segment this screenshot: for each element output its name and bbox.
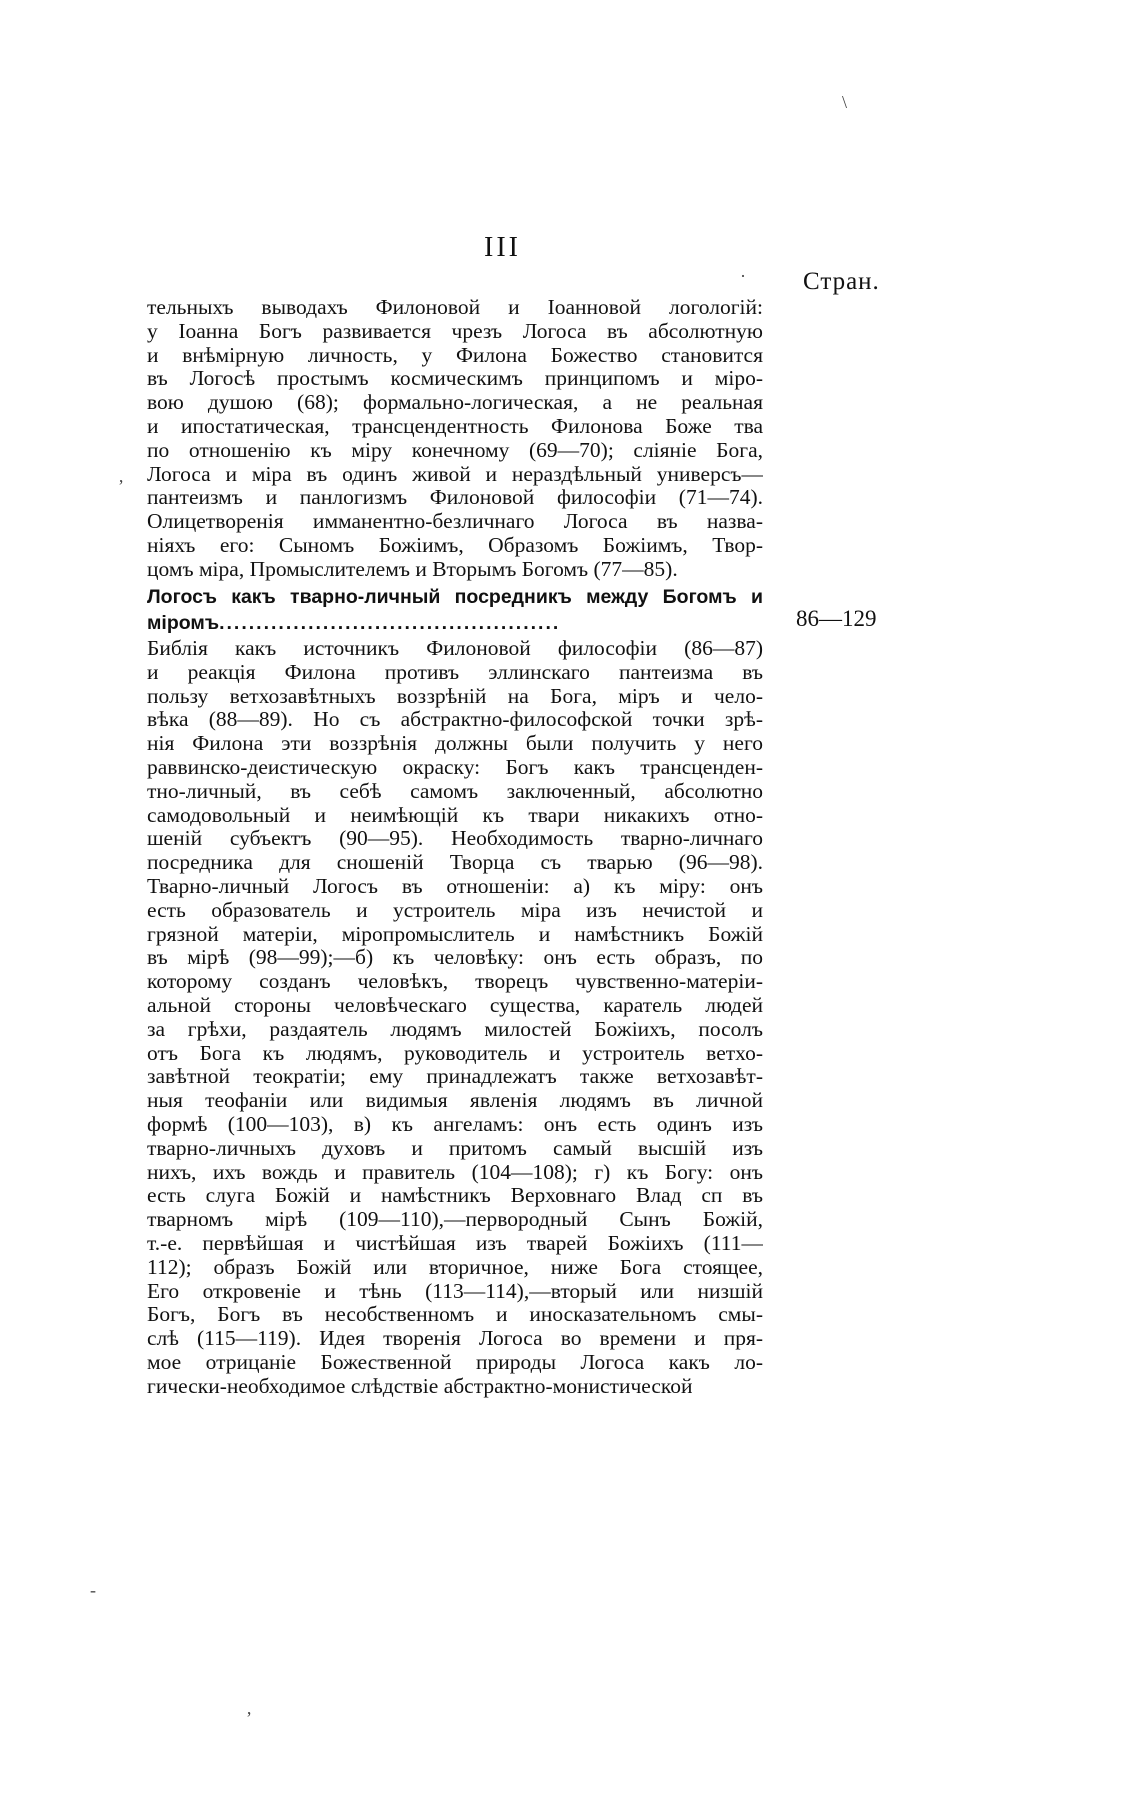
text-line: тно-личный, въ себѣ самомъ заключенный, абсолютно — [147, 779, 763, 803]
text-line: грязной матеріи, міропромыслитель и намѣстникъ Божій — [147, 922, 763, 946]
text-line: гически-необходимое слѣдствіе абстрактно-монистической — [147, 1374, 693, 1398]
text-line: Олицетворенія имманентно-безличнаго Логоса въ назва- — [147, 510, 763, 534]
scan-speck: - — [90, 1580, 96, 1600]
text-line: слѣ (115—119). Идея творенія Логоса во времени и пря- — [147, 1327, 763, 1351]
column-header-pages: Стран. — [803, 268, 880, 295]
main-paragraph — [147, 637, 763, 1399]
text-line: по отношенію къ міру конечному (69—70); сліяніе Бога, — [147, 438, 763, 462]
text-line: и реакція Филона противъ эллинскаго пантеизма въ — [147, 660, 763, 684]
section-page-range: 86—129 — [796, 606, 877, 631]
text-line: и внѣмірную личность, у Филона Божество становится — [147, 343, 763, 367]
text-line: Тварно-личный Логосъ въ отношеніи: а) къ міру: онъ — [147, 874, 763, 898]
text-line: завѣтной теократіи; ему принадлежатъ также ветхозавѣт- — [147, 1065, 763, 1089]
section-heading-line: Логосъ какъ тварно-личный посредникъ между Богомъ и — [147, 586, 763, 608]
text-line: самодовольный и неимѣющій къ твари никакихъ отно- — [147, 803, 763, 827]
text-line: есть образователь и устроитель міра изъ нечистой и — [147, 898, 763, 922]
text-line: Его откровеніе и тѣнь (113—114),—вторый или низшій — [147, 1279, 763, 1303]
text-line: мое отрицаніе Божественной природы Логоса какъ ло- — [147, 1350, 763, 1374]
text-line: тварно-личныхъ духовъ и притомъ самый высшій изъ — [147, 1136, 763, 1160]
text-line: раввинско-деистическую окраску: Богъ какъ трансценден- — [147, 755, 763, 779]
text-line: за грѣхи, раздаятель людямъ милостей Божіихъ, посолъ — [147, 1017, 763, 1041]
text-line: шеній субъектъ (90—95). Необходимость тварно-личнаго — [147, 827, 763, 851]
text-line: ныя теофаніи или видимыя явленія людямъ въ личной — [147, 1089, 763, 1113]
scan-speck: \ — [842, 92, 848, 112]
text-line: вѣка (88—89). Но съ абстрактно-философской точки зрѣ- — [147, 708, 763, 732]
text-line: и ипостатическая, трансцендентность Филонова Боже тва — [147, 414, 763, 438]
text-line: пантеизмъ и панлогизмъ Филоновой философіи (71—74). — [147, 486, 763, 510]
page-number: III — [484, 232, 521, 263]
section-heading-word: міромъ — [147, 612, 220, 634]
section-heading-line — [147, 610, 763, 636]
text-line: Библія какъ источникъ Филоновой философіи (86—87) — [147, 637, 763, 660]
text-line: Богъ, Богъ въ несобственномъ и иносказательномъ смы- — [147, 1303, 763, 1327]
intro-paragraph — [147, 296, 763, 582]
text-line: т.-е. первѣйшая и чистѣйшая изъ тварей Божіихъ (111— — [147, 1231, 763, 1255]
text-line: альной стороны человѣческаго существа, каратель людей — [147, 993, 763, 1017]
text-line: вою душою (68); формально-логическая, а не реальная — [147, 391, 763, 415]
text-line: посредника для сношеній Творца съ тварью (96—98). — [147, 851, 763, 875]
text-line: 112); образъ Божій или вторичное, ниже Бога стоящее, — [147, 1255, 763, 1279]
text-line: отъ Бога къ людямъ, руководитель и устроитель ветхо- — [147, 1041, 763, 1065]
text-line: нихъ, ихъ вождь и правитель (104—108); г) къ Богу: онъ — [147, 1160, 763, 1184]
text-line: есть слуга Божій и намѣстникъ Верховнаго Влад сп въ — [147, 1184, 763, 1208]
scan-speck: · — [740, 266, 746, 286]
text-line: формѣ (100—103), в) къ ангеламъ: онъ есть одинъ изъ — [147, 1112, 763, 1136]
text-line: пользу ветхозавѣтныхъ воззрѣній на Бога, міръ и чело- — [147, 684, 763, 708]
text-line: цомъ міра, Промыслителемъ и Вторымъ Богомъ (77—85). — [147, 557, 678, 581]
text-line: тельныхъ выводахъ Филоновой и Іоанновой логологій: — [147, 296, 763, 319]
text-line: Логоса и міра въ одинъ живой и нераздѣльный универсъ— — [147, 462, 763, 486]
text-line: въ мірѣ (98—99);—б) къ человѣку: онъ есть образъ, по — [147, 946, 763, 970]
text-line: которому созданъ человѣкъ, творецъ чувственно-матеріи- — [147, 970, 763, 994]
section-heading — [147, 584, 763, 636]
text-line: нія Филона эти воззрѣнія должны были получить у него — [147, 732, 763, 756]
text-line: тварномъ мірѣ (109—110),—первородный Сынъ Божій, — [147, 1208, 763, 1232]
text-line: въ Логосѣ простымъ космическимъ принципомъ и міро- — [147, 367, 763, 391]
dot-leader: .............................................. — [219, 612, 561, 634]
scan-speck: ʼ — [118, 476, 124, 496]
text-line: у Іоанна Богъ развивается чрезъ Логоса въ абсолютную — [147, 319, 763, 343]
text-line: ніяхъ его: Сыномъ Божіимъ, Образомъ Божіимъ, Твор- — [147, 533, 763, 557]
scan-speck: ʼ — [246, 1708, 252, 1728]
